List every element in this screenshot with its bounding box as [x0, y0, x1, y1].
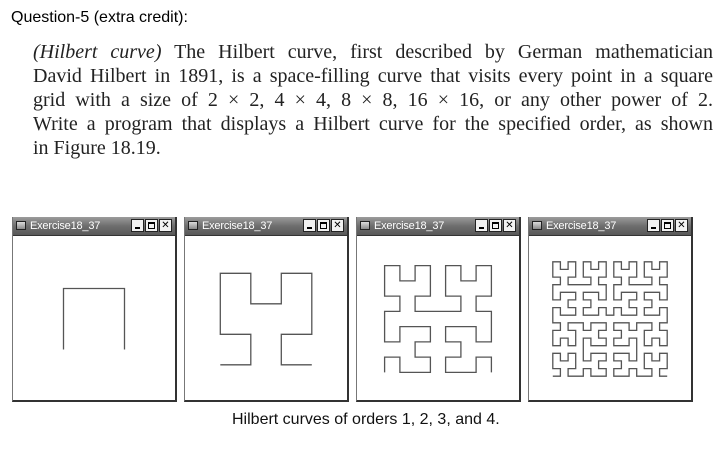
window-titlebar[interactable] [529, 217, 691, 236]
window-title: Exercise18_37 [546, 220, 617, 232]
paragraph-line [33, 40, 713, 64]
close-icon[interactable]: ✕ [159, 219, 172, 232]
window-order-2 [184, 217, 349, 402]
close-icon[interactable]: ✕ [675, 219, 688, 232]
figure-caption: Hilbert curves of orders 1, 2, 3, and 4. [232, 411, 500, 428]
close-icon[interactable]: ✕ [503, 219, 516, 232]
paragraph-line: in Figure 18.19. [33, 137, 161, 159]
paragraph-line-text: The Hilbert curve, first described by German mathematician [161, 41, 713, 63]
window-title: Exercise18_37 [202, 220, 273, 232]
hilbert-curve-order-1 [13, 236, 175, 400]
hilbert-canvas [13, 236, 175, 400]
hilbert-path [64, 289, 125, 350]
figure-panel [12, 217, 708, 402]
minimize-icon[interactable] [303, 219, 316, 232]
hilbert-curve-order-3 [357, 236, 519, 400]
problem-paragraph [33, 40, 713, 160]
question-heading: Question-5 (extra credit): [11, 9, 188, 26]
paragraph-italic-lead: (Hilbert curve) [33, 41, 162, 63]
minimize-icon[interactable] [131, 219, 144, 232]
window-order-3 [356, 217, 521, 402]
maximize-icon[interactable] [317, 219, 330, 232]
hilbert-canvas [185, 236, 347, 400]
window-titlebar[interactable] [13, 217, 175, 236]
window-titlebar[interactable] [357, 217, 519, 236]
window-title: Exercise18_37 [374, 220, 445, 232]
hilbert-path [553, 262, 667, 376]
paragraph-line: David Hilbert in 1891, is a space-filling curve that visits every point in a square [33, 65, 713, 87]
close-icon[interactable]: ✕ [331, 219, 344, 232]
maximize-icon[interactable] [145, 219, 158, 232]
paragraph-line: grid with a size of 2 × 2, 4 × 4, 8 × 8, 16 × 16, or any other power of 2. [33, 89, 713, 111]
hilbert-canvas [357, 236, 519, 400]
window-title: Exercise18_37 [30, 220, 101, 232]
java-app-icon [188, 221, 198, 230]
minimize-icon[interactable] [647, 219, 660, 232]
window-order-4 [528, 217, 693, 402]
hilbert-curve-order-4 [529, 236, 691, 400]
java-app-icon [16, 221, 26, 230]
java-app-icon [360, 221, 370, 230]
maximize-icon[interactable] [661, 219, 674, 232]
hilbert-path [385, 266, 492, 373]
paragraph-line: Write a program that displays a Hilbert curve for the specified order, as shown [33, 113, 713, 135]
window-titlebar[interactable] [185, 217, 347, 236]
maximize-icon[interactable] [489, 219, 502, 232]
hilbert-canvas [529, 236, 691, 400]
window-order-1 [12, 217, 177, 402]
hilbert-curve-order-2 [185, 236, 347, 400]
hilbert-path [220, 273, 311, 365]
java-app-icon [532, 221, 542, 230]
minimize-icon[interactable] [475, 219, 488, 232]
